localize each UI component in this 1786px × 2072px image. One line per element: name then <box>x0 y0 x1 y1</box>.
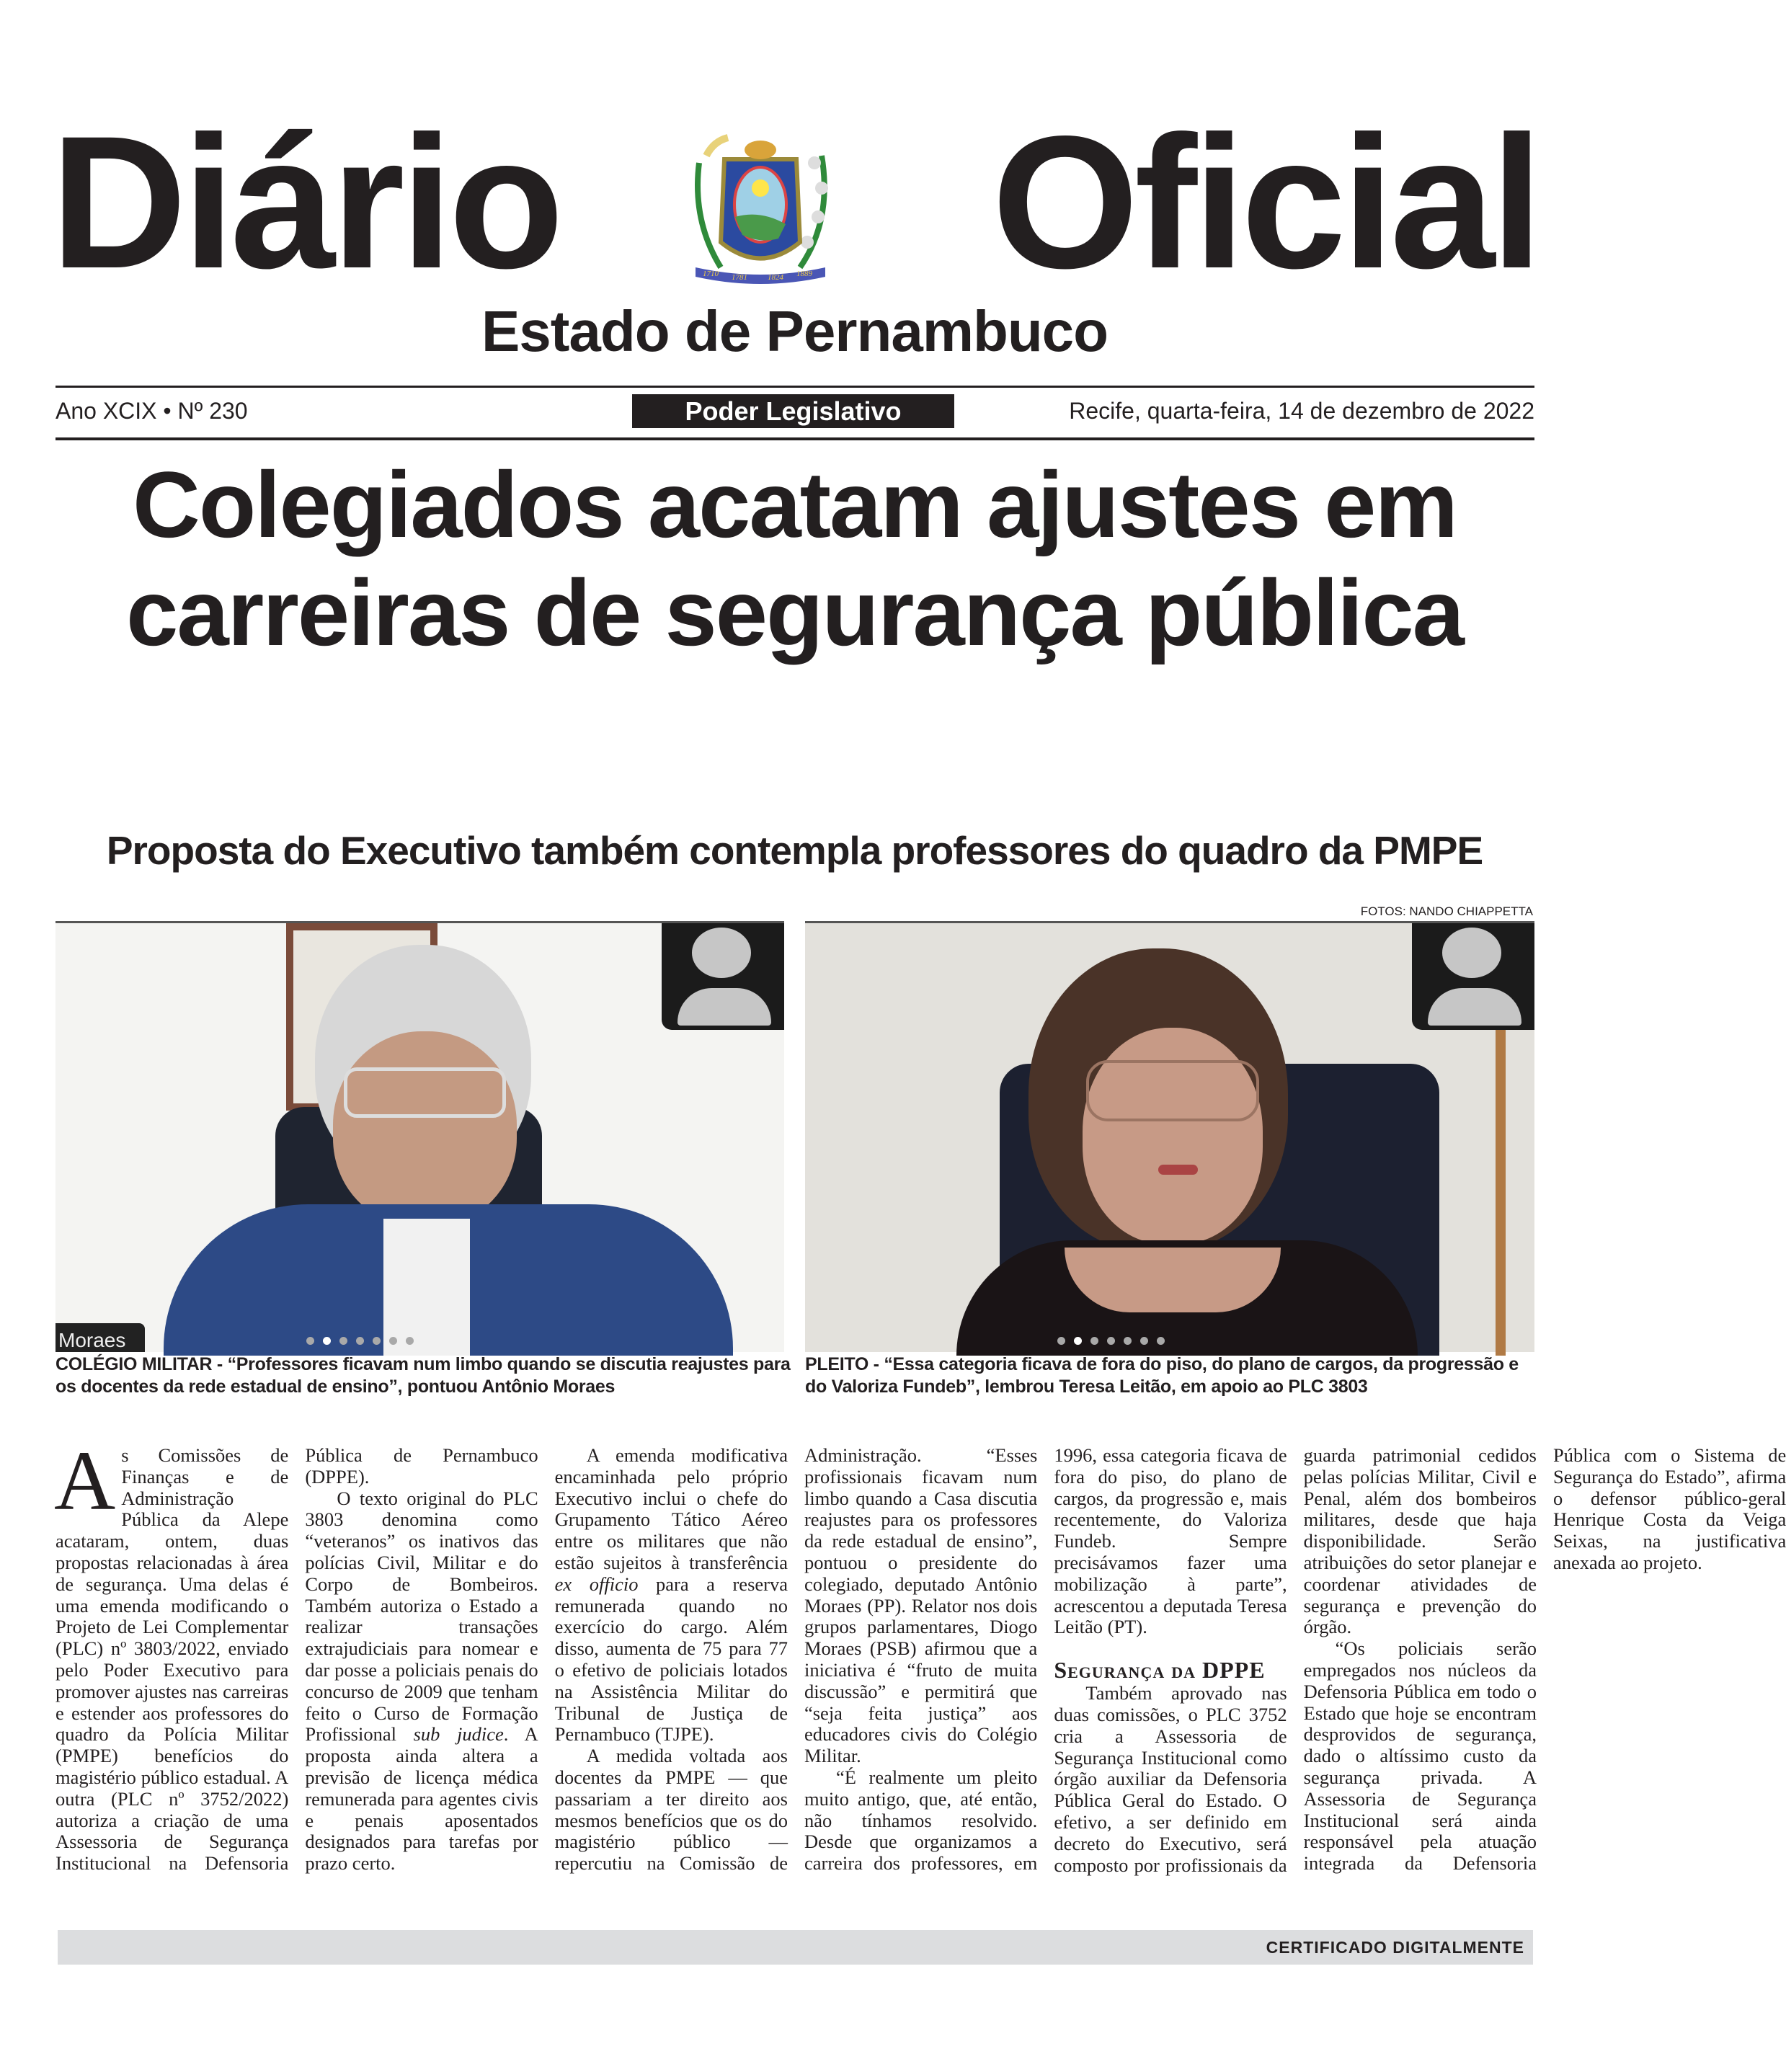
dropcap: A <box>54 1433 116 1528</box>
pernambuco-coat-of-arms-icon <box>677 120 843 293</box>
carousel-dots <box>1057 1337 1165 1345</box>
article-paragraph: A medida voltada aos docentes da PMPE — que passariam a ter direito aos mesmos benefícios que os do magistério público — repercutiu na Comissão de Administração. “Esses profissionais ficavam num limbo quando a Casa discutia reajustes para os professores da rede estadual de ensino”, pontuou o presidente do colegiado, deputado Antônio Moraes (PP). Relator nos dois grupos parlamentares, Diogo Moraes (PSB) afirmou que a iniciativa é “fruto de muita discussão” e permitirá que “seja feita justiça” aos educadores civis do Colégio Militar. <box>554 1444 1038 1875</box>
divider <box>55 386 1534 388</box>
caption-label: COLÉGIO MILITAR - <box>55 1354 228 1374</box>
carousel-dot[interactable] <box>389 1337 397 1345</box>
carousel-dot[interactable] <box>1124 1337 1132 1345</box>
article-paragraph: “Os policiais serão empregados nos núcleos da Defensoria Pública em todo o Estado que hoje se encontram desprovidos de segurança, dado o altíssimo custo da segurança privada. A Assessoria de Segurança Institucional será ainda responsável pela atuação integrada da Defensoria Pública com o Sistema de Segurança do Estado”, afirma o defensor público-geral Henrique Costa da Veiga Seixas, na justificativa anexada ao projeto. <box>1303 1444 1786 1875</box>
edition-date: Recife, quarta-feira, 14 de dezembro de 2022 <box>1069 398 1534 424</box>
carousel-dot[interactable] <box>1157 1337 1165 1345</box>
carousel-dot[interactable] <box>306 1337 314 1345</box>
avatar-head-icon <box>692 928 751 978</box>
article-body <box>54 1433 1786 1892</box>
masthead <box>50 97 1539 363</box>
crest-year: 1781 <box>732 273 747 282</box>
eyeglasses <box>344 1067 506 1118</box>
participant-avatar-tile <box>662 923 784 1030</box>
crest-year: 1710 <box>703 270 719 278</box>
carousel-dot[interactable] <box>1140 1337 1148 1345</box>
carousel-dot-active[interactable] <box>323 1337 331 1345</box>
avatar-body-icon <box>677 988 771 1026</box>
article-paragraph: “É realmente um pleito muito antigo, que, até então, não tínhamos resolvido. Desde que organizamos a carreira dos professores, em 1996, essa categoria ficava de fora do piso, do plano de cargos, da progressão e, mais recentemente, do Valoriza Fundeb. Sempre precisávamos fazer uma mobilização à parte”, acrescentou a deputada Teresa Leitão (PT). <box>804 1444 1287 1875</box>
carousel-dot[interactable] <box>373 1337 381 1345</box>
article-subheadline: Proposta do Executivo também contempla professores do quadro da PMPE <box>106 828 1483 873</box>
article-paragraph: O texto original do PLC 3803 denomina como “veteranos” os inativos das polícias Civil, Militar e do Corpo de Bombeiros. Também autoriza o Estado a realizar transações extrajudiciais para nomear e dar posse a policiais penais do concurso de 2009 que tenham feito o Curso de Formação Profissional sub judice. A proposta ainda altera a previsão de licença médica remunerada para agentes civis e penais aposentados designados para tarefas por prazo certo. <box>305 1487 538 1875</box>
participant-name-tag: Moraes <box>55 1323 145 1352</box>
divider <box>55 437 1534 440</box>
door-frame <box>1496 1024 1506 1356</box>
carousel-dot[interactable] <box>339 1337 347 1345</box>
article-paragraph: A emenda modificativa encaminhada pelo próprio Executivo inclui o chefe do Grupamento Tático Aéreo entre os militares que não estão sujeitos à transferência ex officio para a reserva remunerada quando no exercício do cargo. Além disso, aumenta de 75 para 77 o efetivo de policiais lotados na Assistência Militar do Tribunal de Justiça de Pernambuco (TJPE). <box>554 1444 788 1746</box>
crest-year: 1824 <box>768 273 783 282</box>
photo-antonio-moraes <box>55 921 784 1352</box>
eyeglasses <box>1086 1060 1259 1121</box>
participant-avatar-tile <box>1412 923 1534 1030</box>
masthead-subtitle: Estado de Pernambuco <box>481 299 1109 363</box>
person-face <box>333 1031 517 1226</box>
carousel-dot[interactable] <box>1090 1337 1098 1345</box>
carousel-dot[interactable] <box>1107 1337 1115 1345</box>
masthead-title-left: Diário <box>50 97 560 308</box>
caption-text: “Professores ficavam num limbo quando se discutia reajustes para os docentes da rede estadual de ensino”, pontuou Antônio Moraes <box>55 1354 791 1397</box>
section-subtitle: Segurança da DPPE <box>1054 1657 1266 1684</box>
footer-bar <box>58 1930 1533 1965</box>
caption-text: “Essa categoria ficava de fora do piso, do plano de cargos, da progressão e do Valoriza Fundeb”, lembrou Teresa Leitão, em apoio ao PLC 3803 <box>805 1354 1519 1397</box>
caption-label: PLEITO - <box>805 1354 884 1374</box>
avatar-body-icon <box>1428 988 1521 1026</box>
photo-credit: FOTOS: NANDO CHIAPPETTA <box>1360 904 1533 918</box>
carousel-dots <box>306 1337 414 1345</box>
article-paragraph: As Comissões de Finanças e de Administração Pública da Alepe acataram, ontem, duas propostas relacionadas à área de segurança. Uma delas é uma emenda modificando o Projeto de Lei Complementar (PLC) nº 3803/2022, enviado pelo Poder Executivo para promover ajustes nas carreiras e estender aos professores do quadro da Polícia Militar (PMPE) benefícios do magistério público estadual. A outra (PLC nº 3752/2022) autoriza a criação de uma Assessoria de Segurança Institucional na Defensoria Pública de Pernambuco (DPPE). <box>54 1433 538 1875</box>
photo-caption <box>55 1353 791 1398</box>
digital-certification-label: CERTIFICADO DIGITALMENTE <box>1266 1938 1524 1957</box>
carousel-dot-active[interactable] <box>1074 1337 1082 1345</box>
person-neck <box>1065 1248 1281 1312</box>
issue-number: Ano XCIX • Nº 230 <box>55 398 248 424</box>
carousel-dot[interactable] <box>356 1337 364 1345</box>
carousel-dot[interactable] <box>1057 1337 1065 1345</box>
carousel-dot[interactable] <box>406 1337 414 1345</box>
crest-year: 1889 <box>796 270 812 278</box>
section-badge: Poder Legislativo <box>632 394 954 428</box>
article-headline: Colegiados acatam ajustes em carreiras de segurança pública <box>126 452 1463 665</box>
article-paragraph: Também aprovado nas duas comissões, o PLC 3752 cria a Assessoria de Segurança Institucional como órgão auxiliar da Defensoria Pública Geral do Estado. O efetivo, a ser definido em decreto do Executivo, será composto por profissionais da guarda patrimonial cedidos pelas polícias Militar, Civil e Penal, além dos bombeiros militares, desde que haja disponibilidade. Serão atribuições do setor planejar e coordenar atividades de segurança e prevenção do órgão. <box>1054 1444 1537 1876</box>
photo-teresa-leitao <box>805 921 1534 1352</box>
person-shirt <box>383 1219 470 1356</box>
masthead-title-right: Oficial <box>992 97 1539 308</box>
photo-caption <box>805 1353 1537 1398</box>
avatar-head-icon <box>1442 928 1501 978</box>
person-lips <box>1158 1165 1198 1175</box>
